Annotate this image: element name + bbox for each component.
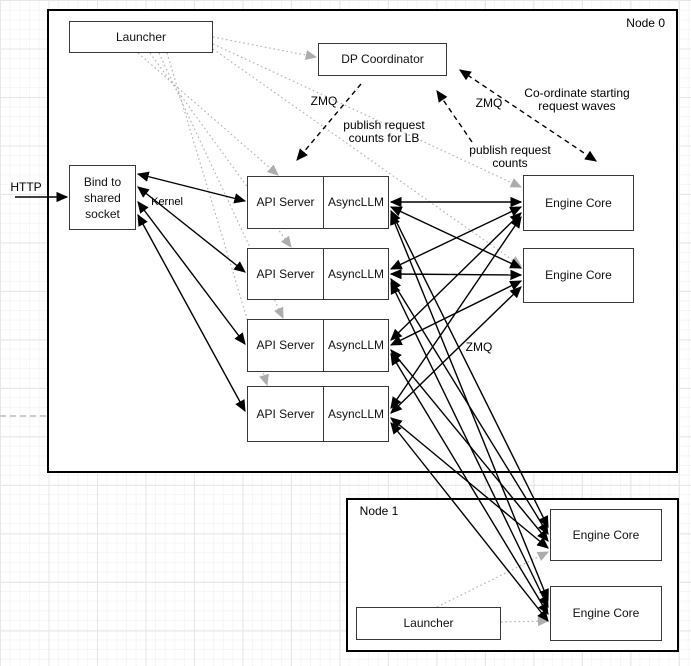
http-label: HTTP — [10, 180, 42, 194]
engine-core-node0-b-box[interactable] — [523, 248, 634, 303]
api-server-4-label: API Server — [256, 406, 315, 421]
api-server-3-label: API Server — [256, 338, 315, 352]
asyncllm-1-cell[interactable] — [324, 177, 388, 228]
zmq-label-coordinator: ZMQ — [475, 96, 503, 110]
bind-socket-line3: socket — [85, 206, 120, 221]
launcher1-to-engine-core-1b[interactable] — [501, 621, 548, 622]
coordinate-waves-label — [524, 87, 629, 113]
engines-to-dp-zmq[interactable] — [437, 91, 472, 142]
asyncllm-4-label: AsyncLLM — [327, 406, 385, 421]
bind-socket-api-server-4[interactable] — [138, 215, 245, 411]
publish-lb-line1: publish request — [343, 118, 425, 132]
bind-socket-line2: shared — [84, 190, 121, 205]
publish-counts-line1: publish request — [469, 143, 551, 157]
api-server-row-4[interactable] — [247, 386, 389, 442]
api-server-1-label: API Server — [256, 195, 315, 209]
asyncllm-3-cell[interactable] — [324, 320, 388, 371]
engine-core-node0-a-box[interactable] — [523, 175, 634, 231]
bind-shared-socket-box[interactable] — [69, 165, 136, 230]
coordinate-waves-line2: request waves — [538, 99, 616, 113]
launcher-node0-box[interactable] — [69, 21, 213, 53]
launcher-node1-box[interactable] — [356, 607, 501, 640]
engine-core-node1-b-box[interactable] — [550, 586, 662, 641]
asyncllm-2-cell[interactable] — [324, 249, 388, 299]
api-server-row-1[interactable] — [247, 176, 389, 229]
asyncllm-2-label: AsyncLLM — [327, 266, 385, 281]
asyncllm-1-label: AsyncLLM — [327, 195, 385, 209]
launcher-node0-label: Launcher — [115, 29, 167, 44]
bind-socket-line1: Bind to — [83, 174, 122, 189]
engine-core-node1-a-label: Engine Core — [572, 527, 640, 542]
node0-title: Node 0 — [626, 16, 665, 30]
zmq-label-engines: ZMQ — [465, 340, 493, 354]
publish-counts-line2: counts — [492, 156, 528, 170]
launcher-node1-label: Launcher — [403, 616, 454, 630]
asyncllm-3-label: AsyncLLM — [327, 338, 385, 352]
asyncllm-3-engine-core-1a[interactable] — [391, 350, 548, 541]
asyncllm-2-engine-core-0b[interactable] — [391, 274, 521, 275]
engine-core-node1-a-box[interactable] — [550, 509, 662, 561]
publish-lb-line2: counts for LB — [348, 131, 420, 145]
asyncllm-4-engine-core-1a[interactable] — [391, 418, 548, 548]
api-server-4-cell[interactable] — [248, 387, 324, 441]
engine-core-node0-a-label: Engine Core — [545, 195, 612, 210]
publish-lb-label — [343, 119, 424, 145]
api-server-2-cell[interactable] — [248, 249, 324, 299]
asyncllm-4-engine-core-0b[interactable] — [391, 287, 521, 413]
coordinate-waves-line1: Co-ordinate starting — [524, 86, 630, 100]
dp-coordinator-label: DP Coordinator — [341, 52, 424, 66]
asyncllm-4-cell[interactable] — [324, 387, 388, 441]
api-server-3-cell[interactable] — [248, 320, 324, 371]
engine-core-node0-b-label: Engine Core — [545, 268, 612, 282]
publish-counts-label — [469, 144, 550, 170]
launcher0-to-dp-coordinator[interactable] — [213, 37, 316, 57]
kernel-label: Kernel — [151, 196, 183, 208]
api-server-1-cell[interactable] — [248, 177, 324, 228]
zmq-label-api: ZMQ — [310, 94, 338, 108]
asyncllm-3-engine-core-0a[interactable] — [391, 213, 521, 340]
node1-title: Node 1 — [359, 504, 399, 518]
bind-socket-api-server-3[interactable] — [138, 202, 245, 344]
api-server-row-2[interactable] — [247, 248, 389, 300]
asyncllm-3-engine-core-1b[interactable] — [391, 354, 548, 614]
engine-core-node1-b-label: Engine Core — [572, 606, 640, 620]
api-server-2-label: API Server — [256, 266, 315, 281]
dp-coordinator-box[interactable] — [318, 43, 447, 76]
api-server-row-3[interactable] — [247, 319, 389, 372]
asyncllm-4-engine-core-0a[interactable] — [391, 217, 521, 408]
